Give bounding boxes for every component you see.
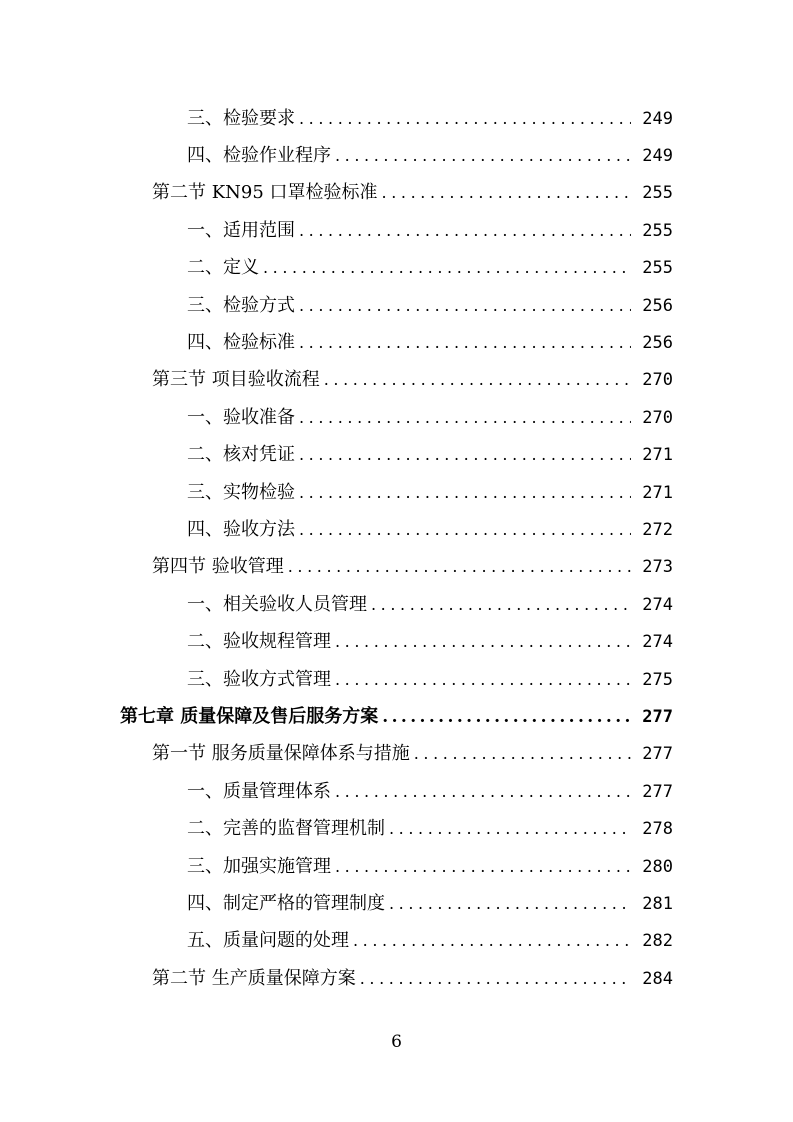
toc-entry-title: 三、检验要求 bbox=[187, 107, 295, 129]
toc-entry-title: 三、检验方式 bbox=[187, 294, 295, 316]
toc-entry-title: 四、检验作业程序 bbox=[187, 145, 331, 167]
toc-entry-page: 256 bbox=[642, 295, 673, 316]
toc-leader-dots bbox=[389, 818, 631, 840]
toc-entry-page: 273 bbox=[642, 557, 673, 578]
toc-entry-page: 255 bbox=[642, 258, 673, 279]
toc-leader-dots bbox=[382, 706, 631, 728]
toc-leader-dots bbox=[335, 669, 631, 691]
toc-leader-dots bbox=[335, 631, 631, 653]
toc-leader-dots bbox=[335, 856, 631, 878]
toc-entry-page: 270 bbox=[642, 370, 673, 391]
toc-entry[interactable] bbox=[0, 623, 793, 660]
toc-entry[interactable] bbox=[0, 175, 793, 212]
toc-leader-dots bbox=[414, 743, 631, 765]
toc-entry-title: 第二节 生产质量保障方案 bbox=[152, 967, 356, 989]
toc-entry[interactable] bbox=[0, 324, 793, 361]
toc-leader-dots bbox=[299, 407, 631, 429]
toc-entry-title: 第三节 项目验收流程 bbox=[152, 369, 320, 391]
toc-entry-page: 255 bbox=[642, 220, 673, 241]
toc-entry-page: 280 bbox=[642, 856, 673, 877]
toc-entry-title: 一、适用范围 bbox=[187, 219, 295, 241]
toc-leader-dots bbox=[360, 968, 631, 990]
toc-entry[interactable] bbox=[0, 474, 793, 511]
toc-leader-dots bbox=[335, 781, 631, 803]
toc-chapter-entry[interactable] bbox=[0, 698, 793, 735]
toc-leader-dots bbox=[299, 220, 631, 242]
toc-entry[interactable] bbox=[0, 137, 793, 174]
toc-entry-title: 二、核对凭证 bbox=[187, 444, 295, 466]
toc-entry-page: 282 bbox=[642, 931, 673, 952]
toc-entry-page: 272 bbox=[642, 519, 673, 540]
toc-entry-page: 255 bbox=[642, 183, 673, 204]
toc-leader-dots bbox=[382, 182, 631, 204]
toc-entry-page: 270 bbox=[642, 407, 673, 428]
toc-entry[interactable] bbox=[0, 885, 793, 922]
toc-entry-title: 二、完善的监督管理机制 bbox=[187, 818, 385, 840]
toc-leader-dots bbox=[389, 893, 631, 915]
toc-entry[interactable] bbox=[0, 100, 793, 137]
toc-leader-dots bbox=[299, 444, 631, 466]
toc-entry-page: 277 bbox=[642, 744, 673, 765]
toc-leader-dots bbox=[335, 145, 631, 167]
toc-entry-page: 284 bbox=[642, 968, 673, 989]
toc-entry-page: 249 bbox=[642, 108, 673, 129]
toc-entry-page: 274 bbox=[642, 632, 673, 653]
toc-leader-dots bbox=[263, 257, 631, 279]
toc-entry[interactable] bbox=[0, 511, 793, 548]
toc-leader-dots bbox=[299, 332, 631, 354]
toc-entry[interactable] bbox=[0, 848, 793, 885]
toc-entry-title: 第七章 质量保障及售后服务方案 bbox=[120, 705, 379, 727]
toc-entry-title: 一、质量管理体系 bbox=[187, 780, 331, 802]
toc-entry-page: 277 bbox=[642, 781, 673, 802]
toc-entry-page: 256 bbox=[642, 333, 673, 354]
table-of-contents bbox=[0, 100, 793, 997]
toc-entry[interactable] bbox=[0, 661, 793, 698]
toc-leader-dots bbox=[371, 594, 631, 616]
toc-leader-dots bbox=[353, 930, 631, 952]
toc-entry[interactable] bbox=[0, 212, 793, 249]
page-number: 6 bbox=[391, 1032, 402, 1052]
toc-leader-dots bbox=[324, 369, 631, 391]
toc-entry-title: 第一节 服务质量保障体系与措施 bbox=[152, 743, 410, 765]
toc-entry-title: 三、实物检验 bbox=[187, 481, 295, 503]
toc-entry-title: 二、验收规程管理 bbox=[187, 631, 331, 653]
toc-entry[interactable] bbox=[0, 773, 793, 810]
toc-entry-title: 四、检验标准 bbox=[187, 332, 295, 354]
toc-entry-title: 第四节 验收管理 bbox=[152, 556, 284, 578]
toc-entry[interactable] bbox=[0, 250, 793, 287]
toc-entry-page: 271 bbox=[642, 445, 673, 466]
toc-entry[interactable] bbox=[0, 437, 793, 474]
toc-entry-page: 249 bbox=[642, 146, 673, 167]
toc-entry[interactable] bbox=[0, 399, 793, 436]
toc-leader-dots bbox=[299, 108, 631, 130]
toc-entry-title: 三、验收方式管理 bbox=[187, 668, 331, 690]
toc-entry-page: 274 bbox=[642, 594, 673, 615]
toc-entry[interactable] bbox=[0, 549, 793, 586]
toc-entry[interactable] bbox=[0, 960, 793, 997]
toc-entry-title: 一、验收准备 bbox=[187, 406, 295, 428]
toc-entry[interactable] bbox=[0, 736, 793, 773]
toc-leader-dots bbox=[299, 519, 631, 541]
toc-leader-dots bbox=[299, 482, 631, 504]
toc-entry[interactable] bbox=[0, 287, 793, 324]
toc-entry-title: 一、相关验收人员管理 bbox=[187, 593, 367, 615]
toc-entry-title: 五、质量问题的处理 bbox=[187, 930, 349, 952]
toc-entry-title: 二、定义 bbox=[187, 257, 259, 279]
toc-leader-dots bbox=[299, 295, 631, 317]
toc-entry[interactable] bbox=[0, 362, 793, 399]
toc-entry-page: 271 bbox=[642, 482, 673, 503]
toc-entry-page: 281 bbox=[642, 893, 673, 914]
toc-entry-title: 四、验收方法 bbox=[187, 518, 295, 540]
toc-leader-dots bbox=[288, 556, 631, 578]
toc-entry[interactable] bbox=[0, 586, 793, 623]
toc-entry-page: 275 bbox=[642, 669, 673, 690]
toc-entry-title: 三、加强实施管理 bbox=[187, 855, 331, 877]
toc-entry[interactable] bbox=[0, 923, 793, 960]
toc-entry-page: 278 bbox=[642, 819, 673, 840]
toc-entry[interactable] bbox=[0, 810, 793, 847]
toc-entry-page: 277 bbox=[642, 706, 673, 727]
toc-entry-title: 四、制定严格的管理制度 bbox=[187, 892, 385, 914]
toc-entry-title: 第二节 KN95 口罩检验标准 bbox=[152, 182, 378, 204]
